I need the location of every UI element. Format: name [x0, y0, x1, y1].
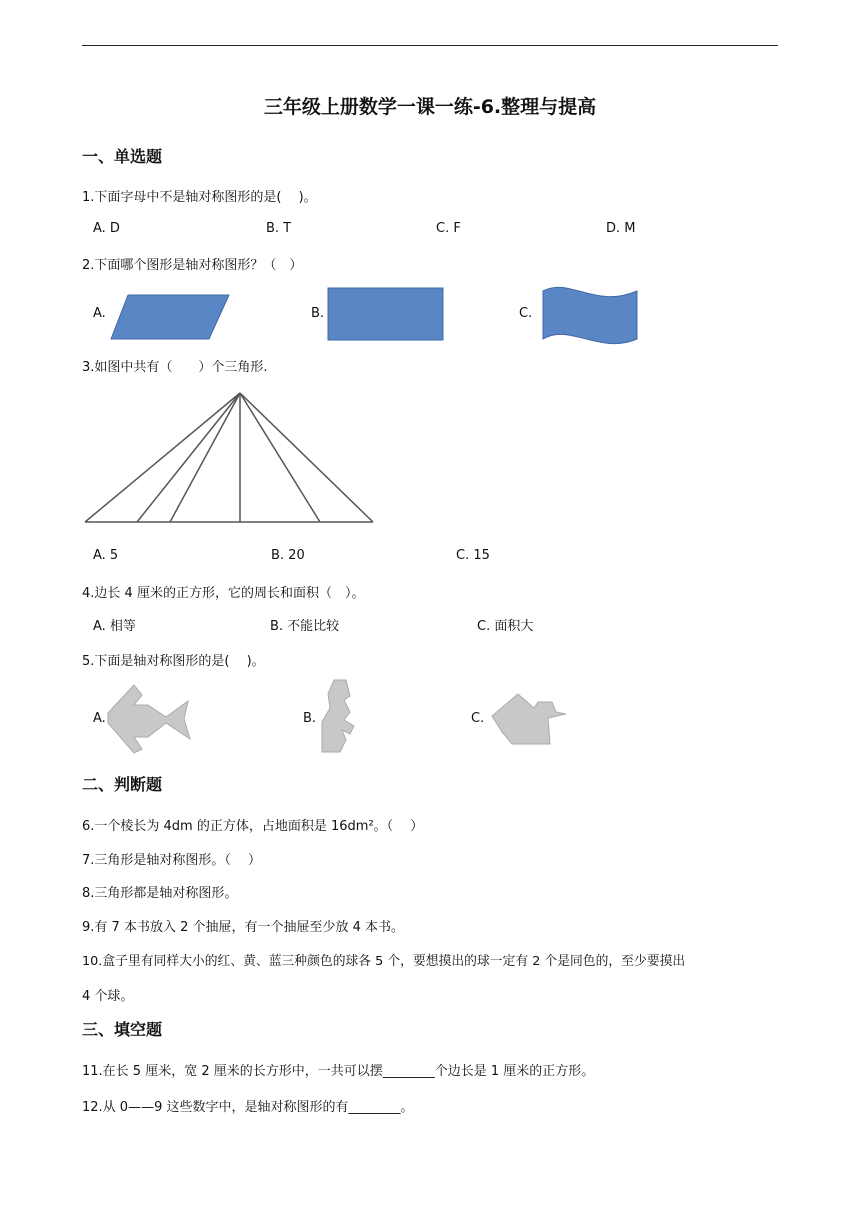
question-3: 3.如图中共有（ ）个三角形. — [82, 360, 268, 375]
q4-option-b: B. 不能比较 — [270, 619, 340, 634]
question-7: 7.三角形是轴对称图形。（ ） — [82, 853, 262, 868]
question-6: 6.一个棱长为 4dm 的正方体，占地面积是 16dm²。（ ） — [82, 819, 424, 834]
q2-option-a-label: A. — [93, 306, 106, 321]
question-1: 1.下面字母中不是轴对称图形的是( )。 — [82, 190, 317, 205]
q1-option-a: A. D — [93, 221, 120, 236]
section-heading-single-choice: 一、单选题 — [82, 147, 163, 166]
q3-option-b: B. 20 — [271, 548, 305, 563]
question-10-line2: 4 个球。 — [82, 989, 134, 1004]
q3-triangle-figure — [80, 388, 380, 528]
q4-option-c: C. 面积大 — [477, 619, 534, 634]
q5-bird-figure — [486, 688, 570, 750]
q2-option-b-label: B. — [311, 306, 325, 321]
question-12: 12.从 0——9 这些数字中，是轴对称图形的有________。 — [82, 1100, 414, 1115]
q2-option-c-label: C. — [519, 306, 533, 321]
q2-rectangle-figure — [326, 286, 446, 342]
q2-parallelogram-figure — [108, 292, 232, 342]
q4-option-a: A. 相等 — [93, 619, 136, 634]
q1-option-b: B. T — [266, 221, 292, 236]
question-10-line1: 10.盒子里有同样大小的红、黄、蓝三种颜色的球各 5 个，要想摸出的球一定有 2 个是同色的，至少要摸出 — [82, 954, 686, 969]
section-heading-fill-blank: 三、填空题 — [82, 1020, 163, 1039]
question-9: 9.有 7 本书放入 2 个抽屉，有一个抽屉至少放 4 本书。 — [82, 920, 405, 935]
question-5: 5.下面是轴对称图形的是( )。 — [82, 654, 265, 669]
question-2: 2.下面哪个图形是轴对称图形？（ ） — [82, 258, 303, 273]
q1-option-d: D. M — [606, 221, 636, 236]
q1-option-c: C. F — [436, 221, 461, 236]
question-8: 8.三角形都是轴对称图形。 — [82, 886, 238, 901]
question-11: 11.在长 5 厘米，宽 2 厘米的长方形中，一共可以摆________个边长是 1 厘米的正方形。 — [82, 1064, 595, 1079]
q3-option-a: A. 5 — [93, 548, 119, 563]
question-4: 4.边长 4 厘米的正方形，它的周长和面积（ ）。 — [82, 586, 365, 601]
header-rule — [82, 45, 778, 46]
q5-option-a-label: A. — [93, 711, 106, 726]
q5-option-c-label: C. — [471, 711, 485, 726]
q2-wave-flag-figure — [540, 283, 642, 345]
page-title: 三年级上册数学一课一练-6.整理与提高 — [263, 96, 597, 118]
q5-rabbit-figure — [316, 678, 362, 760]
q5-option-b-label: B. — [303, 711, 317, 726]
q3-option-c: C. 15 — [456, 548, 490, 563]
section-heading-true-false: 二、判断题 — [82, 775, 163, 794]
q5-fish-figure — [104, 683, 194, 755]
